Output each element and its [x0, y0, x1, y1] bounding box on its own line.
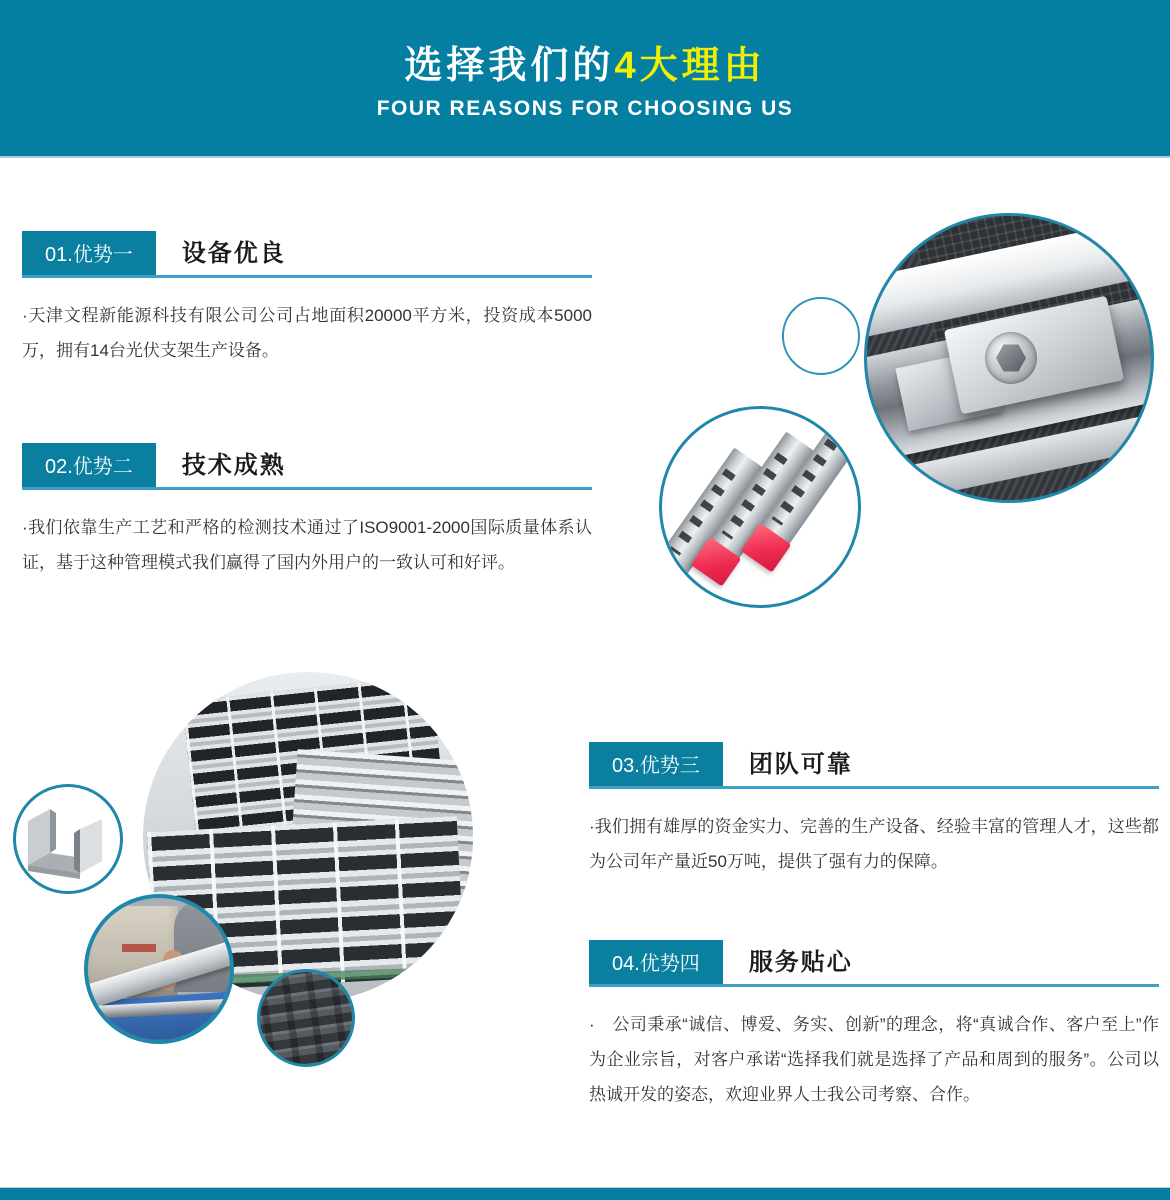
stacked-profiles-shading — [257, 969, 355, 1067]
section-2-header — [22, 443, 592, 490]
section-1-header — [22, 231, 592, 278]
u-channel-photo-circle — [13, 784, 123, 894]
section-1-body: ·天津文程新能源科技有限公司公司占地面积20000平方米，投资成本5000万，拥有14台光伏支架生产设备。 — [22, 306, 592, 360]
section-2-heading: 技术成熟 — [181, 452, 286, 479]
page-title-white: 选择我们的 — [404, 45, 615, 87]
section-advantage-2 — [22, 443, 592, 580]
dark-profiles-photo-circle — [257, 969, 355, 1067]
section-advantage-3 — [589, 742, 1159, 879]
hex-socket — [996, 343, 1026, 373]
u-channel-drawing — [16, 787, 120, 891]
section-1-badge: 01.优势一 — [22, 231, 156, 275]
page-title-yellow: 4大理由 — [614, 45, 766, 87]
section-1-heading: 设备优良 — [181, 240, 286, 267]
decorative-empty-circle — [782, 297, 860, 375]
section-4-heading: 服务贴心 — [748, 949, 853, 976]
page-title — [0, 0, 1170, 88]
hex-bolt — [985, 332, 1037, 384]
page-subtitle: FOUR REASONS FOR CHOOSING US — [376, 96, 794, 120]
header-banner — [0, 0, 1170, 158]
section-4-body: · 公司秉承“诚信、博爱、务实、创新”的理念，将“真诚合作、客户至上”作为企业宗旨，对客户承诺“选择我们就是选择了产品和周到的服务”。公司以热诚开发的姿态，欢迎业界人士我公司考察、合作。 — [589, 1015, 1159, 1104]
section-2-badge: 02.优势二 — [22, 443, 156, 487]
section-3-heading: 团队可靠 — [748, 751, 853, 778]
section-4-header — [589, 940, 1159, 987]
solar-clamp-photo-circle — [864, 213, 1154, 503]
machine-label — [122, 944, 156, 952]
red-cap-brackets-photo-circle — [659, 406, 861, 608]
section-advantage-1 — [22, 231, 592, 368]
section-3-body: ·我们拥有雄厚的资金实力、完善的生产设备、经验丰富的管理人才，这些都为公司年产量近50万吨，提供了强有力的保障。 — [589, 817, 1159, 871]
section-3-badge: 03.优势三 — [589, 742, 723, 786]
section-2-body: ·我们依靠生产工艺和严格的检测技术通过了ISO9001-2000国际质量体系认证，基于这种管理模式我们赢得了国内外用户的一致认可和好评。 — [22, 518, 592, 572]
section-3-header — [589, 742, 1159, 789]
factory-photo-circle — [84, 894, 234, 1044]
section-advantage-4 — [589, 940, 1159, 1112]
red-end-cap — [659, 553, 689, 603]
footer-band — [0, 1187, 1170, 1200]
section-4-badge: 04.优势四 — [589, 940, 723, 984]
